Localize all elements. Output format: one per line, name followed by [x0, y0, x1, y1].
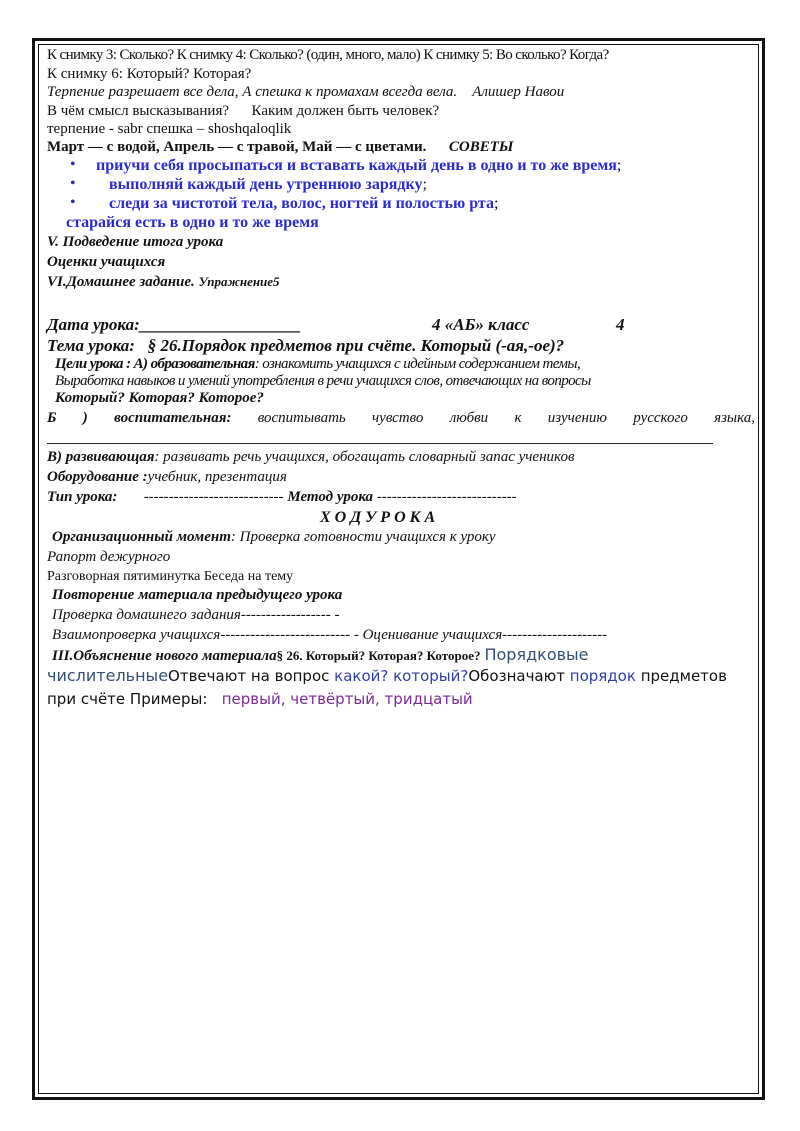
developing-label: В) развивающая: [47, 449, 155, 465]
equipment-label: Оборудование :: [47, 469, 148, 485]
method-label: Метод урока: [287, 489, 374, 505]
lesson-class-number: 4: [616, 315, 625, 334]
quote-line: [47, 84, 564, 101]
lesson-goals: [55, 356, 580, 373]
topic-label: Тема урока:: [47, 336, 135, 355]
quote-text: Терпение разрешает все дела, А спешка к промахам всегда вела.: [47, 84, 458, 100]
goals-line-3: Который? Которая? Которое?: [55, 390, 264, 406]
ordinal-term-2: числительные: [47, 666, 169, 685]
proverb-text: Март — с водой, Апрель — с травой, Май — с цветами.: [47, 139, 427, 155]
type-label: Тип урока:: [47, 489, 118, 505]
denote-text: Обозначают: [468, 667, 565, 685]
questions-line: [47, 103, 439, 120]
mutual-check: Взаимопроверка учащихся-------------------------- - Оценивание учащихся---------------------: [52, 627, 608, 643]
section-6-heading: [47, 274, 280, 291]
examples-label: при счёте Примеры:: [47, 690, 208, 708]
topic-text: § 26.Порядок предметов при счёте. Который (-ая,-ое)?: [147, 336, 565, 355]
goals-educational-line: Б ) воспитательная: воспитывать чувство любви к изучению русского языка,: [47, 410, 755, 426]
advice-item: следи за чистотой тела, волос, ногтей и полостью рта;: [109, 195, 499, 212]
lesson-date: Дата урока:___________________: [47, 315, 302, 334]
conversation-line: Разговорная пятиминутка Беседа на тему: [47, 569, 294, 584]
homework-exercise: Упражнение5: [198, 274, 280, 289]
answer-question: какой? который?: [334, 667, 469, 685]
goals-developing: [47, 449, 574, 466]
section-3-heading: III.Объяснение нового материала: [52, 648, 277, 664]
section-3-ref: § 26. Который? Которая? Которое?: [276, 648, 481, 663]
lesson-class: 4 «АБ» класс: [432, 315, 530, 334]
advice-item: выполняй каждый день утреннюю зарядку;: [109, 176, 427, 193]
quote-author: Алишер Навои: [472, 84, 565, 100]
image-questions-line-2: К снимку 6: Который? Которая?: [47, 66, 252, 82]
section-3-line: [52, 646, 589, 665]
section-5-heading: V. Подведение итога урока: [47, 234, 224, 250]
image-questions-line: К снимку 3: Сколько? К снимку 4: Сколько? (один, много, мало) К снимку 5: Во сколько? Когда?: [47, 47, 609, 63]
type-dashes: ----------------------------: [143, 489, 284, 505]
homework-label: VI.Домашнее задание.: [47, 274, 195, 290]
advice-heading: СОВЕТЫ: [448, 139, 514, 155]
advice-item: приучи себя просыпаться и вставать каждый день в одно и то же время;: [96, 157, 622, 174]
organizational-moment: [52, 529, 496, 546]
duty-report: Рапорт дежурного: [47, 549, 171, 565]
examples-line: [47, 691, 473, 708]
answer-text: Отвечают на вопрос: [168, 667, 330, 685]
question-meaning: В чём смысл высказывания?: [47, 103, 230, 119]
method-dashes: ----------------------------: [376, 489, 517, 505]
denote-word: порядок: [569, 667, 636, 685]
developing-text: : развивать речь учащихся, обогащать словарный запас учеников: [154, 449, 575, 465]
review-heading: Повторение материала предыдущего урока: [52, 587, 343, 603]
goals-label: Цели урока : А): [55, 356, 148, 372]
grades-heading: Оценки учащихся: [47, 254, 166, 270]
ordinal-line: [47, 667, 727, 685]
bullet-icon: •: [70, 175, 76, 192]
equipment-text: учебник, презентация: [147, 469, 287, 485]
divider-line: [47, 443, 713, 444]
examples-list: первый, четвёртый, тридцатый: [221, 690, 473, 708]
proverb-line: [47, 139, 513, 156]
vocabulary-line: терпение - sabr спешка – shoshqaloqlik: [47, 121, 292, 137]
bullet-icon: •: [70, 156, 76, 173]
advice-item: старайся есть в одно и то же время: [66, 214, 319, 231]
denote-rest: предметов: [640, 667, 727, 685]
homework-check: Проверка домашнего задания------------------ -: [52, 607, 340, 623]
bullet-icon: •: [70, 194, 76, 211]
goals-educational-text: : ознакомить учащихся с идейным содержанием темы,: [254, 356, 581, 372]
lesson-topic: [47, 337, 564, 356]
lesson-course-title: Х О Д У Р О К А: [320, 509, 436, 526]
equipment-line: [47, 469, 287, 486]
ordinal-term: Порядковые: [484, 645, 589, 664]
lesson-type-line: [47, 489, 517, 506]
goals-line-2: Выработка навыков и умений употребления в речи учащихся слов, отвечающих на вопросы: [55, 373, 591, 389]
question-person: Каким должен быть человек?: [251, 103, 440, 119]
org-label: Организационный момент: [52, 529, 231, 545]
goals-educational: образовательная: [150, 356, 255, 372]
org-text: : Проверка готовности учащихся к уроку: [230, 529, 496, 545]
